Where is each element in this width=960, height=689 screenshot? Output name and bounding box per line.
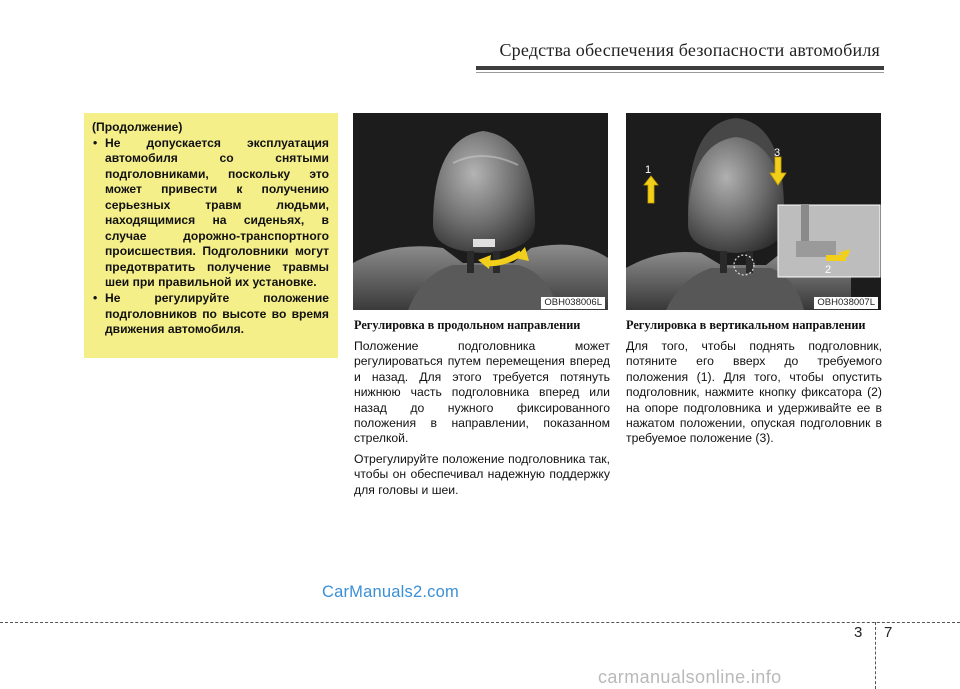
figure-label-1: 1 xyxy=(645,164,652,176)
section-paragraph: Отрегулируйте положение подголовника так, чтобы он обеспечивал надежную поддержку для головы и шеи. xyxy=(354,451,610,497)
section-paragraph: Для того, чтобы поднять подголовник, потяните его вверх до требуемого положения (1). Для того, чтобы опустить подголовник, нажмите кнопку фиксатора (2) на опоре подголовника и удерживайте ее в нажатом положении, опуская подголовник в требуемое положение (3). xyxy=(626,339,882,446)
figure-vertical-adjustment xyxy=(626,113,881,310)
section-paragraph: Положение подголовника может регулироваться путем перемещения вперед и назад. Для этого требуется потянуть нижнюю часть подголовника вперед или назад до нужного фиксированного положения в направлении, показанном стрелкой. xyxy=(354,339,610,446)
headrest-horizontal-illustration xyxy=(353,113,608,310)
header-title: Средства обеспечения безопасности автомобиля xyxy=(499,40,880,60)
footer-rule xyxy=(0,622,960,623)
section-title: Регулировка в вертикальном направлении xyxy=(626,318,866,332)
figure-code: OBH038007L xyxy=(814,297,878,309)
site-footer-link[interactable]: carmanualsonline.info xyxy=(598,667,782,687)
section-vertical xyxy=(626,318,882,452)
figure-label-2: 2 xyxy=(825,264,832,276)
figure-label-3: 3 xyxy=(774,147,781,159)
header-rule-thin xyxy=(476,72,884,73)
header-rule xyxy=(476,66,884,70)
caution-item: • Не допускается эксплуатация автомобиля со снятыми подголовниками, поскольку это может привести к получению серьезных травм людьми, находящимися на сиденьях, в случае дорожно-транспортного происшествия. Подголовники могут предотвратить получение травмы шеи при правильной их установке. xyxy=(92,136,329,291)
headrest-vertical-illustration xyxy=(626,113,881,310)
footer-divider xyxy=(875,622,876,689)
figure-code: OBH038006L xyxy=(541,297,605,309)
caution-heading: (Продолжение) xyxy=(92,120,183,134)
caution-box xyxy=(84,113,338,358)
figure-horizontal-adjustment xyxy=(353,113,608,310)
caution-item: • Не регулируйте положение подголовников по высоте во время движения автомобиля. xyxy=(92,291,329,338)
section-horizontal xyxy=(354,318,610,503)
section-title: Регулировка в продольном направлении xyxy=(354,318,581,332)
watermark-link[interactable]: CarManuals2.com xyxy=(322,583,459,601)
caution-list xyxy=(92,136,329,338)
page-number: 7 xyxy=(884,624,893,641)
section-number: 3 xyxy=(854,624,863,641)
